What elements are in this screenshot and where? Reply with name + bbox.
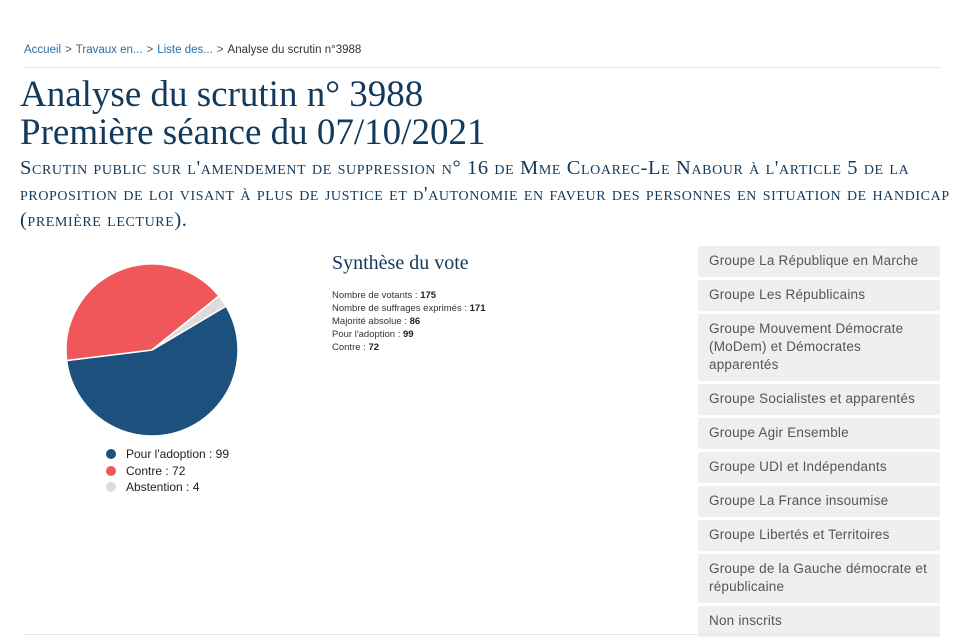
legend-label: Pour l'adoption : 99 <box>126 447 230 462</box>
title-block <box>20 76 950 233</box>
stat-label: Nombre de suffrages exprimés : <box>332 303 470 314</box>
stat-label: Contre : <box>332 342 369 353</box>
vote-synthesis <box>332 252 486 354</box>
breadcrumb-link-liste[interactable]: Liste des... <box>157 44 213 56</box>
synthesis-stat-row <box>332 289 486 302</box>
stat-value: 72 <box>368 342 380 353</box>
political-groups-list <box>698 246 940 640</box>
breadcrumb-separator: > <box>146 44 154 56</box>
group-link[interactable]: Groupe de la Gauche démocrate et républicaine <box>698 554 940 603</box>
synthesis-stat-row <box>332 315 486 328</box>
stat-value: 86 <box>409 316 421 327</box>
group-link[interactable]: Groupe Agir Ensemble <box>698 418 940 449</box>
stat-value: 175 <box>420 290 437 301</box>
group-link[interactable]: Groupe Socialistes et apparentés <box>698 384 940 415</box>
legend-item <box>106 446 229 463</box>
session-date-title: Première séance du 07/10/2021 <box>20 112 486 153</box>
group-link[interactable]: Groupe UDI et Indépendants <box>698 452 940 483</box>
stat-value: 171 <box>469 303 486 314</box>
breadcrumb-link-travaux[interactable]: Travaux en... <box>75 44 143 56</box>
stat-label: Majorité absolue : <box>332 316 410 327</box>
legend-color-dot <box>106 449 116 459</box>
synthesis-stat-row <box>332 302 486 315</box>
group-link[interactable]: Groupe La République en Marche <box>698 246 940 277</box>
synthesis-stat-row <box>332 341 486 354</box>
breadcrumb <box>24 44 940 68</box>
group-link[interactable]: Groupe Libertés et Territoires <box>698 520 940 551</box>
synthesis-heading: Synthèse du vote <box>332 252 469 274</box>
vote-pie-chart <box>60 258 244 442</box>
stat-value: 99 <box>403 329 414 340</box>
legend-label: Abstention : 4 <box>126 480 200 495</box>
page-title: Analyse du scrutin n° 3988 <box>20 74 424 115</box>
breadcrumb-link-accueil[interactable]: Accueil <box>24 44 62 56</box>
synthesis-stats <box>332 289 486 354</box>
vote-subject: Scrutin public sur l'amendement de suppression n° 16 de Mme Cloarec-Le Nabour à l'article 5 de la proposition de loi visant à plus de justice et d'autonomie en faveur des personnes en situation de handicap (première lecture). <box>20 157 950 231</box>
chart-legend <box>106 446 229 496</box>
legend-color-dot <box>106 466 116 476</box>
group-link[interactable]: Groupe Mouvement Démocrate (MoDem) et Démocrates apparentés <box>698 314 940 381</box>
group-link[interactable]: Groupe Les Républicains <box>698 280 940 311</box>
breadcrumb-current: Analyse du scrutin n°3988 <box>227 44 362 56</box>
legend-label: Contre : 72 <box>126 463 186 478</box>
pie-svg <box>60 258 244 442</box>
stat-label: Pour l'adoption : <box>332 329 403 340</box>
breadcrumb-separator: > <box>216 44 224 56</box>
stat-label: Nombre de votants : <box>332 290 421 301</box>
legend-item <box>106 463 229 480</box>
legend-item <box>106 479 229 496</box>
bottom-divider <box>24 634 940 635</box>
group-link[interactable]: Groupe La France insoumise <box>698 486 940 517</box>
legend-color-dot <box>106 482 116 492</box>
synthesis-stat-row <box>332 328 486 341</box>
breadcrumb-separator: > <box>65 44 72 56</box>
group-link[interactable]: Non inscrits <box>698 606 940 637</box>
